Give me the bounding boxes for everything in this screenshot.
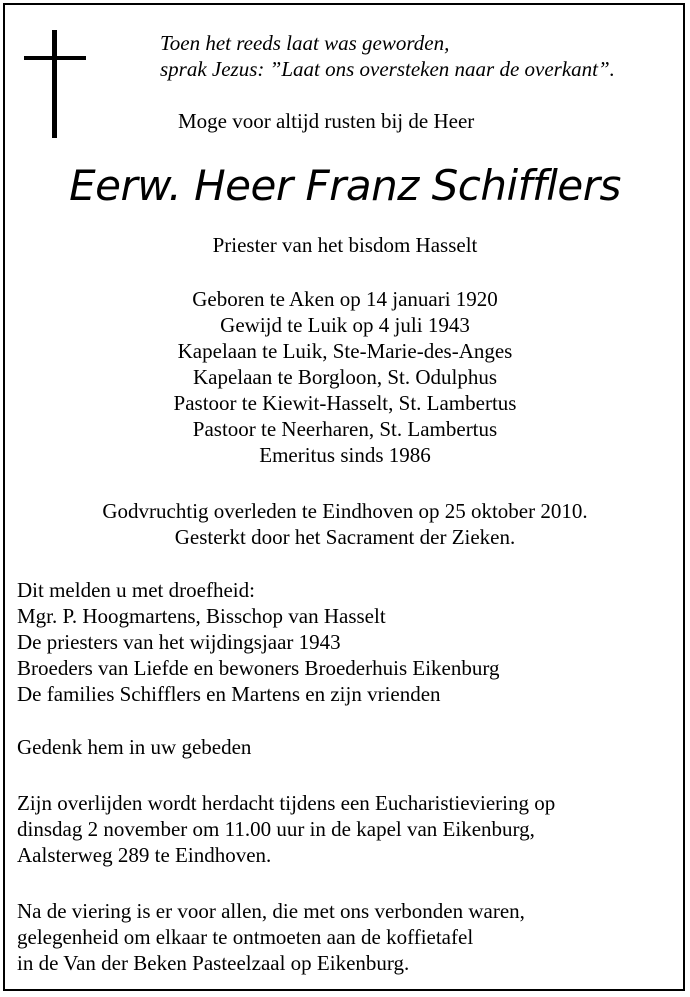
announcement-line: Dit melden u met droefheid:	[17, 578, 255, 602]
career-line: Pastoor te Kiewit-Hasselt, St. Lambertus	[173, 391, 517, 415]
deceased-subtitle	[0, 232, 690, 258]
service-line: dinsdag 2 november om 11.00 uur in de kapel van Eikenburg,	[17, 817, 535, 841]
cross-icon	[24, 30, 86, 138]
reception-line: gelegenheid om elkaar te ontmoeten aan de koffietafel	[17, 925, 474, 949]
career-line: Pastoor te Neerharen, St. Lambertus	[192, 417, 498, 441]
career-line: Geboren te Aken op 14 januari 1920	[192, 287, 498, 311]
quote-line: sprak Jezus: ”Laat ons oversteken naar de overkant”.	[160, 57, 615, 81]
reception-line: in de Van der Beken Pasteelzaal op Eikenburg.	[17, 951, 410, 975]
cross-vertical-bar	[52, 30, 57, 138]
announcement-line: De families Schifflers en Martens en zijn vrienden	[17, 682, 441, 706]
death-line: Godvruchtig overleden te Eindhoven op 25 oktober 2010.	[102, 499, 588, 523]
quote-line: Toen het reeds laat was geworden,	[160, 31, 450, 55]
deceased-name: Eerw. Heer Franz Schifflers	[69, 161, 621, 210]
subtitle-text: Priester van het bisdom Hasselt	[212, 233, 478, 257]
announcement-line: Broeders van Liefde en bewoners Broederhuis Eikenburg	[17, 656, 500, 680]
remember-text: Gedenk hem in uw gebeden	[17, 735, 252, 759]
career-list	[0, 286, 690, 468]
reception-line: Na de viering is er voor allen, die met ons verbonden waren,	[17, 899, 525, 923]
death-notice	[0, 498, 690, 550]
service-line: Aalsterweg 289 te Eindhoven.	[17, 843, 272, 867]
career-line: Kapelaan te Luik, Ste-Marie-des-Anges	[177, 339, 513, 363]
service-line: Zijn overlijden wordt herdacht tijdens een Eucharistieviering op	[17, 791, 556, 815]
service-details	[17, 790, 677, 868]
announcement-line: Mgr. P. Hoogmartens, Bisschop van Hasselt	[17, 604, 386, 628]
reception-details	[17, 898, 677, 976]
announcement-line: De priesters van het wijdingsjaar 1943	[17, 630, 341, 654]
career-line: Emeritus sinds 1986	[259, 443, 431, 467]
death-line: Gesterkt door het Sacrament der Zieken.	[174, 525, 516, 549]
career-line: Gewijd te Luik op 4 juli 1943	[220, 313, 470, 337]
career-line: Kapelaan te Borgloon, St. Odulphus	[192, 365, 498, 389]
announcement-list	[17, 577, 677, 707]
remember-line	[17, 734, 677, 760]
rest-in-peace-line: Moge voor altijd rusten bij de Heer	[178, 109, 475, 133]
bible-quote	[160, 30, 680, 82]
cross-horizontal-bar	[24, 56, 86, 60]
